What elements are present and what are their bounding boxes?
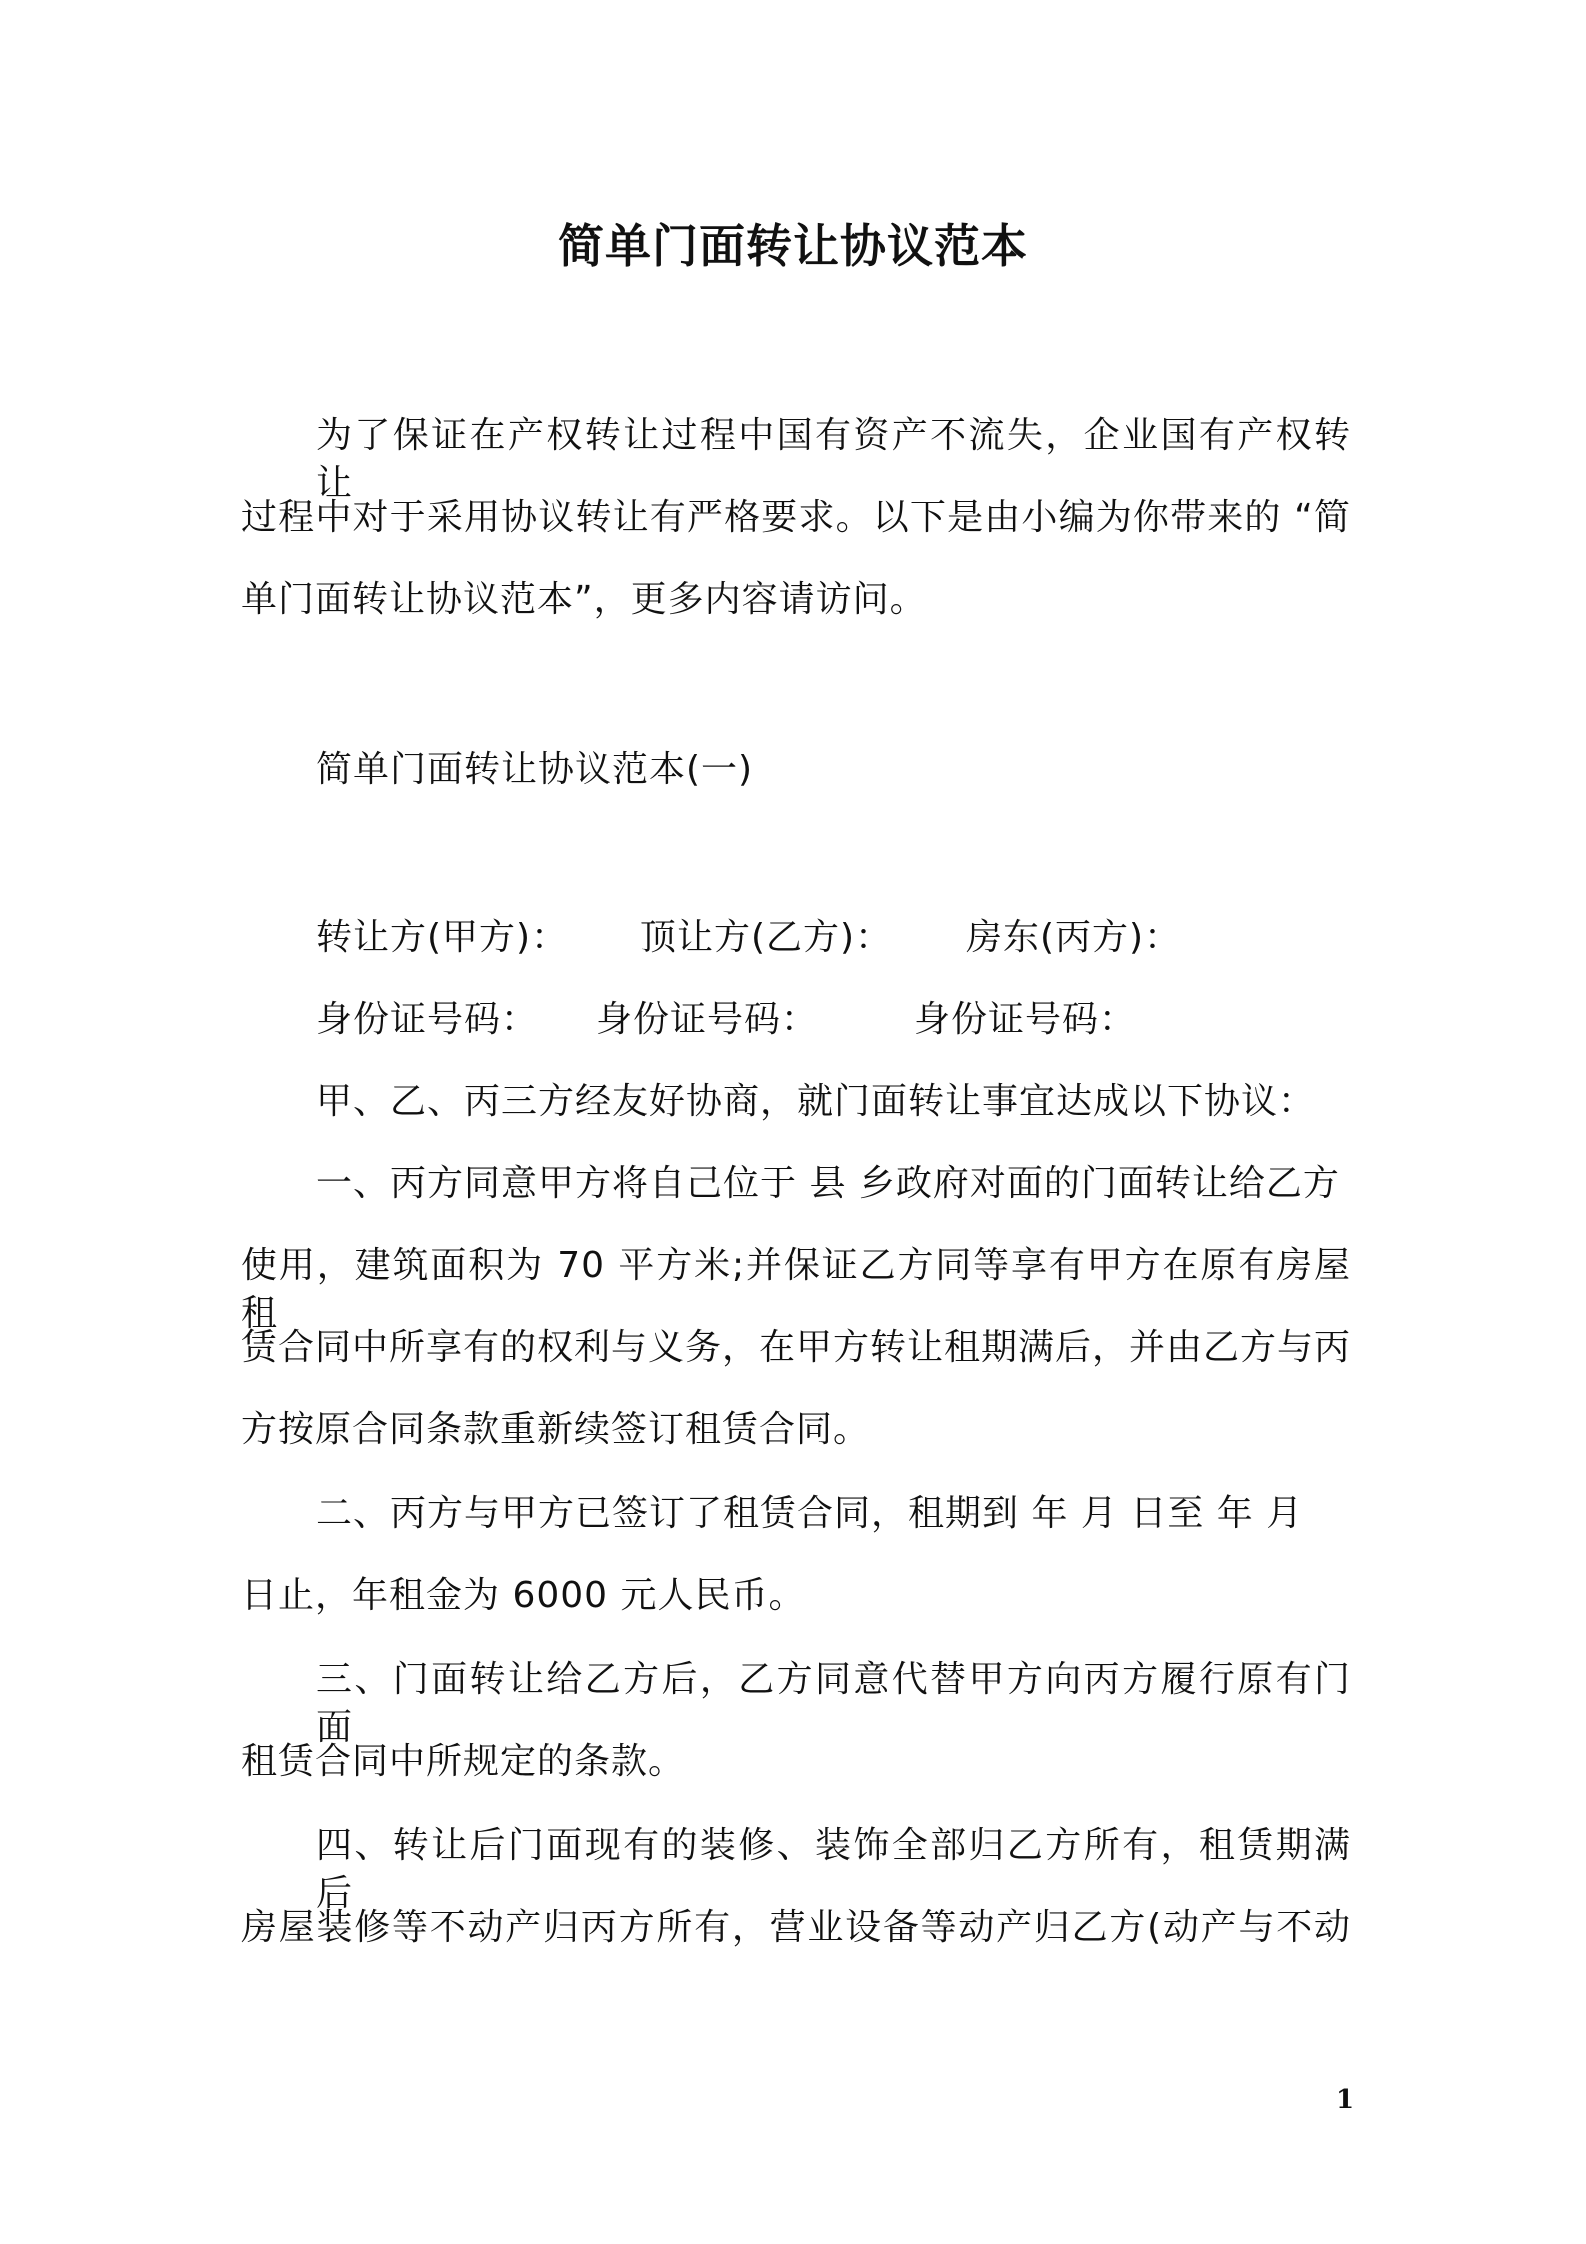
id-number-a: 身份证号码：: [316, 999, 539, 1040]
landlord-label: 房东(丙方)：: [966, 917, 1182, 958]
clause-4-line-2: 房屋装修等不动产归丙方所有，营业设备等动产归乙方(动产与不动: [241, 1907, 1351, 1948]
id-number-b: 身份证号码：: [596, 999, 819, 1040]
clause-3-line-1: 三、门面转让给乙方后，乙方同意代替甲方向丙方履行原有门面: [316, 1659, 1351, 1748]
id-number-c: 身份证号码：: [914, 999, 1137, 1040]
intro-line-2: 过程中对于采用协议转让有严格要求。以下是由小编为你带来的 “简: [241, 497, 1351, 538]
clause-4-line-1: 四、转让后门面现有的装修、装饰全部归乙方所有，租赁期满后: [316, 1825, 1351, 1914]
clause-2-line-2: 日止，年租金为 6000 元人民币。: [241, 1575, 806, 1616]
intro-line-1: 为了保证在产权转让过程中国有资产不流失，企业国有产权转让: [316, 415, 1351, 504]
page-number: 1: [1336, 2085, 1355, 2115]
clause-3-line-2: 租赁合同中所规定的条款。: [241, 1741, 686, 1782]
clause-1-line-3: 赁合同中所享有的权利与义务，在甲方转让租期满后，并由乙方与丙: [241, 1327, 1352, 1368]
agreement-intro: 甲、乙、丙三方经友好协商，就门面转让事宜达成以下协议：: [316, 1081, 1316, 1122]
document-title: 简单门面转让协议范本: [558, 219, 1028, 273]
transferee-label: 顶让方(乙方)：: [640, 917, 893, 958]
clause-1-line-4: 方按原合同条款重新续签订租赁合同。: [241, 1409, 871, 1450]
intro-line-3: 单门面转让协议范本”，更多内容请访问。: [241, 579, 927, 620]
clause-2-line-1: 二、丙方与甲方已签订了租赁合同，租期到 年 月 日至 年 月: [316, 1493, 1304, 1534]
transferor-label: 转让方(甲方)：: [316, 917, 569, 958]
clause-1-line-2: 使用，建筑面积为 70 平方米;并保证乙方同等享有甲方在原有房屋租: [241, 1245, 1351, 1334]
clause-1-line-1: 一、丙方同意甲方将自己位于 县 乡政府对面的门面转让给乙方: [316, 1163, 1340, 1204]
section-heading: 简单门面转让协议范本(一): [316, 749, 754, 790]
